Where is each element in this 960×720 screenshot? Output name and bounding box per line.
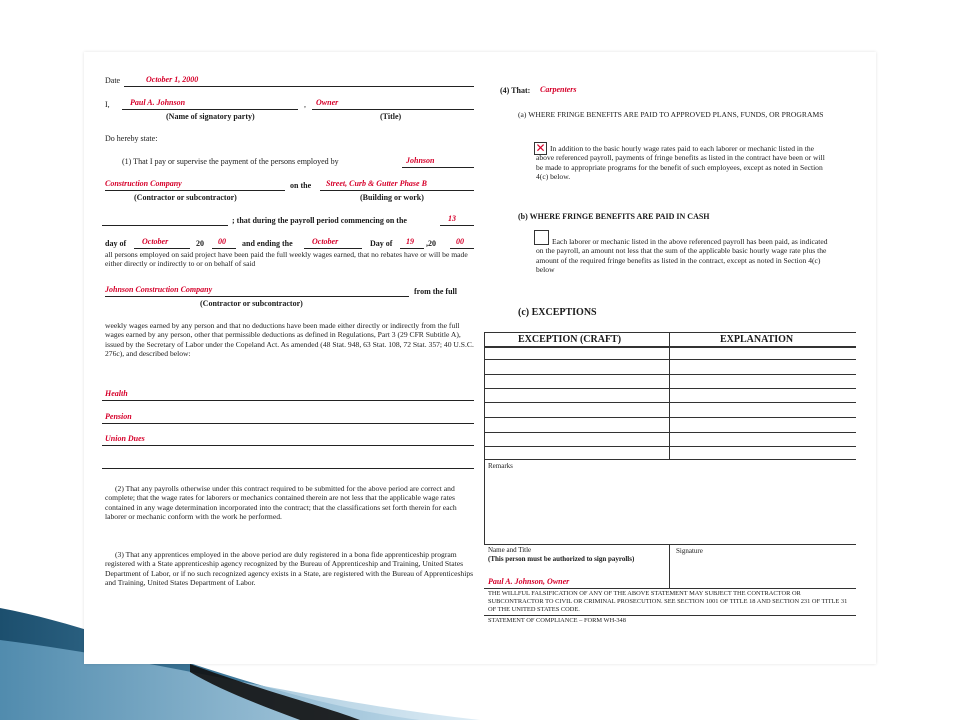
contractor-caption-2: (Contractor or subcontractor) — [200, 299, 303, 308]
end-day-line — [400, 248, 424, 249]
table-top-border — [484, 332, 856, 333]
day-of-label-2: Day of — [370, 239, 393, 248]
deduction-line-1 — [102, 400, 474, 401]
start-year: 00 — [218, 237, 226, 246]
authorized-note: (This person must be authorized to sign payrolls) — [488, 555, 635, 563]
hereby-state: Do hereby state: — [105, 134, 158, 143]
deduction-line-4 — [102, 468, 474, 469]
contractor-line2 — [105, 190, 285, 191]
end-year: 00 — [456, 237, 464, 246]
signatory-title: Owner — [316, 98, 339, 107]
date-label: Date — [105, 76, 121, 85]
table-row-line — [484, 374, 856, 375]
contractor-part1: Johnson — [406, 156, 435, 165]
building-caption: (Building or work) — [360, 193, 424, 202]
end-month: October — [312, 237, 339, 246]
name-title-value: Paul A. Johnson, Owner — [488, 577, 570, 586]
paragraph-3: (3) That any apprentices employed in the above period are duly registered in a bona fide apprenticeship program registered with a State apprenticeship agency recognized by the Bureau of Apprenticeship and Training, United States Department of Labor, or if no such recognized agency exists in a State, are registered with the Bureau of Apprenticeships and Training, United States Department of Labor. — [105, 550, 474, 588]
i-label: I, — [105, 100, 110, 109]
day-of-label: day of — [105, 239, 127, 248]
contractor-full: Johnson Construction Company — [105, 285, 213, 294]
deduction-union-dues: Union Dues — [105, 434, 145, 443]
section-a-heading: (a) WHERE FRINGE BENEFITS ARE PAID TO APPROVED PLANS, FUNDS, OR PROGRAMS — [518, 110, 824, 119]
twenty-label-1: 20 — [196, 239, 204, 248]
paragraph-2: (2) That any payrolls otherwise under this contract required to be submitted for the above period are correct and complete; that the wage rates for laborers or mechanics contained therein are not less that the applicable wage rates contained in any wage determination incorporated into the contract; that the classifications set forth therein for each laborer or mechanic conform with the work he performed. — [105, 484, 457, 522]
deduction-line-2 — [102, 423, 474, 424]
contractor-full-line — [105, 296, 409, 297]
start-year-line — [212, 248, 236, 249]
signature-divider — [669, 544, 670, 588]
start-month-line — [134, 248, 190, 249]
deduction-health: Health — [105, 389, 128, 398]
comma: , — [304, 100, 306, 109]
table-row-line — [484, 359, 856, 360]
line1-intro: (1) That I pay or supervise the payment of the persons employed by — [122, 157, 339, 166]
twenty-label-2: ,20 — [426, 239, 436, 248]
falsification-warning: THE WILLFUL FALSIFICATION OF ANY OF THE ABOVE STATEMENT MAY SUBJECT THE CONTRACTOR OR SUBCONTRACTOR TO CIVIL OR CRIMINAL PROSECUTION. SEE SECTION 1001 OF TITLE 18 AND SECTION 231 OF TITLE 31 OF THE UNITED STATES CODE. — [488, 590, 848, 613]
col-exception-header: EXCEPTION (CRAFT) — [518, 334, 622, 345]
title-caption: (Title) — [380, 112, 402, 121]
contractor-part2: Construction Company — [105, 179, 182, 188]
date-value: October 1, 2000 — [146, 75, 199, 84]
table-row-line — [484, 432, 856, 433]
table-left-border — [484, 332, 485, 544]
table-row-line — [484, 346, 856, 348]
section-c-heading: (c) EXCEPTIONS — [518, 307, 597, 318]
checkbox-a-checkmark: ✕ — [535, 141, 546, 155]
name-caption: (Name of signatory party) — [166, 112, 255, 121]
start-day: 13 — [448, 214, 456, 223]
table-row-line — [484, 446, 856, 447]
end-year-line — [450, 248, 474, 249]
name-title-label: Name and Title — [488, 546, 532, 554]
contractor-caption: (Contractor or subcontractor) — [134, 193, 237, 202]
col-explanation-header: EXPLANATION — [720, 334, 794, 345]
deduction-pension: Pension — [105, 412, 132, 421]
start-month: October — [142, 237, 169, 246]
table-row-line — [484, 459, 856, 460]
paid-statement: all persons employed on said project have been paid the full weekly wages earned, that no rebates have or will be made either directly or indirectly to or on behalf of said — [105, 250, 468, 269]
table-row-line — [484, 388, 856, 389]
on-the-label: on the — [290, 181, 312, 190]
section-a-text: In addition to the basic hourly wage rates paid to each laborer or mechanic listed in the above referenced payroll, payments of fringe benefits as listed in the contract have been or will be made to appropriate programs for the benefit of such employees, except as noted in Section 4(c) below. — [536, 144, 825, 182]
remarks-label: Remarks — [488, 462, 513, 470]
deductions-statement: weekly wages earned by any person and that no deductions have been made either directly or indirectly from the full wages earned by any person, other that permissible deductions as defined in Regulations, Part 3 (29 CFR Subtitle A), issued by the Secretary of Labor under the Copeland Act. As amended (48 Stat. 948, 63 Stat. 108, 72 Stat. 357; 40 U.S.C. 276c), and described below: — [105, 321, 474, 359]
name-line — [122, 109, 298, 110]
table-row-line — [484, 417, 856, 418]
project-name: Street, Curb & Gutter Phase B — [326, 179, 427, 188]
remarks-bottom-border — [484, 544, 856, 545]
deduction-line-3 — [102, 445, 474, 446]
signatory-name: Paul A. Johnson — [130, 98, 186, 107]
table-row-line — [484, 402, 856, 403]
title-line — [312, 109, 474, 110]
from-full-label: from the full — [414, 287, 457, 296]
compliance-form-page — [84, 52, 876, 664]
signature-label: Signature — [676, 547, 703, 555]
signature-bottom-border — [484, 588, 856, 589]
start-day-line — [440, 225, 474, 226]
section-b-text: Each laborer or mechanic listed in the above referenced payroll has been paid, as indicated on the payroll, an amount not less that the sum of the applicable basic hourly wage rate plus the amount of the required fringe benefits as listed in the contract, except as noted in Section 4(c) below — [536, 237, 828, 275]
item4-value: Carpenters — [540, 85, 577, 94]
table-column-divider — [669, 332, 670, 459]
end-month-line — [304, 248, 362, 249]
ending-the-label: and ending the — [242, 239, 293, 248]
payroll-period-text: ; that during the payroll period commencing on the — [232, 216, 407, 225]
end-day: 19 — [406, 237, 414, 246]
date-line — [124, 86, 474, 87]
item4-label: (4) That: — [500, 86, 531, 95]
contractor-line1 — [402, 167, 474, 168]
project-line — [320, 190, 474, 191]
section-b-heading: (b) WHERE FRINGE BENEFITS ARE PAID IN CASH — [518, 212, 710, 221]
blank-line — [102, 225, 228, 226]
form-id: STATEMENT OF COMPLIANCE – FORM WH-348 — [488, 617, 626, 624]
